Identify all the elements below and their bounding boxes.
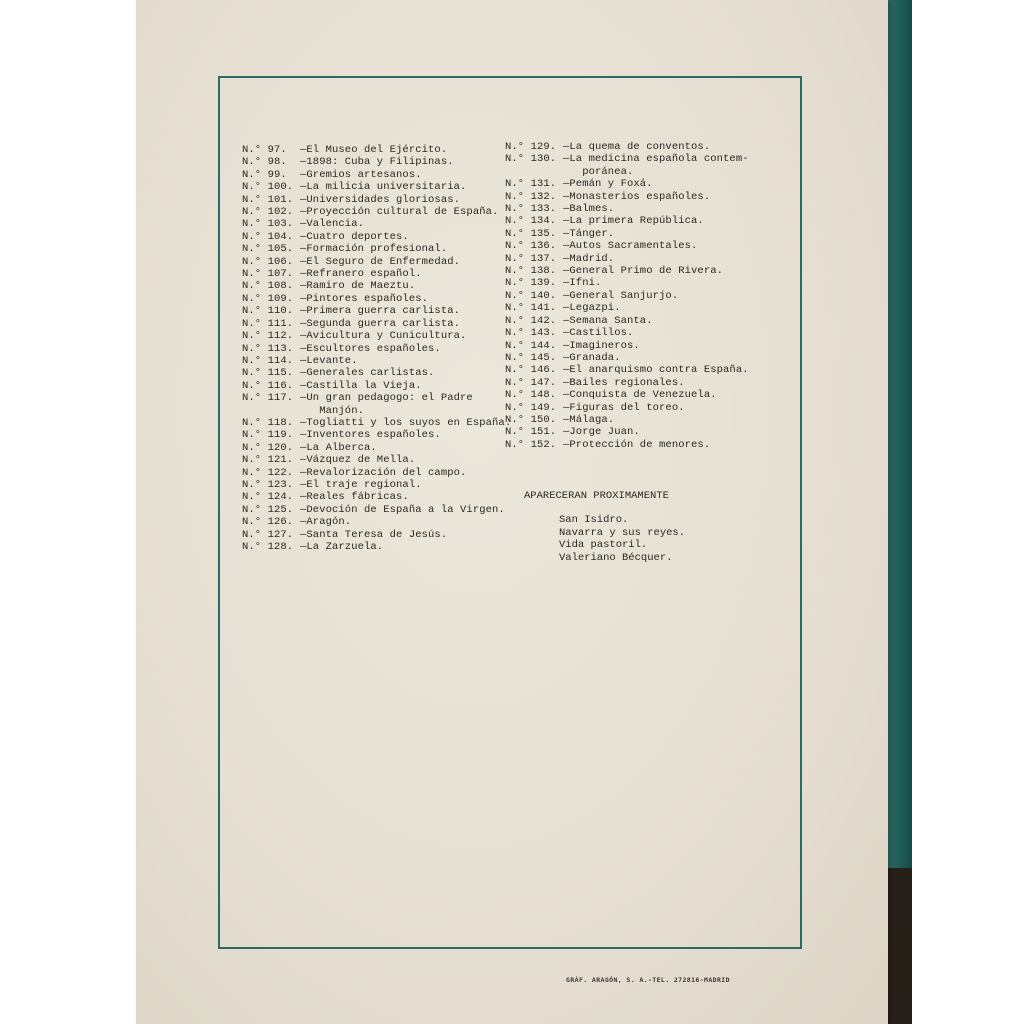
list-item [242,305,512,317]
issue-number: N.° 139. [505,277,557,290]
issue-number: N.° 151. [505,426,557,439]
issue-title: —Legazpi. [563,302,621,315]
list-item [505,439,790,451]
list-item [242,218,512,230]
issue-title: —Semana Santa. [563,314,653,327]
issue-title: —Madrid. [563,252,615,265]
list-item [505,352,790,364]
issue-number: N.° 108. [242,280,294,293]
issue-number: N.° 124. [242,491,294,504]
issue-number: N.° 99. [242,168,287,181]
issue-title: —Cuatro deportes. [300,230,409,243]
list-item [242,541,512,553]
list-item [505,315,790,327]
issue-number: N.° 127. [242,528,294,541]
issue-title: —Universidades gloriosas. [300,193,461,206]
list-item [505,215,790,227]
list-item [505,364,790,376]
printer-imprint: GRÁF. ARAGÓN, S. A.-TEL. 272816-MADRID [566,976,730,984]
list-item [505,178,790,190]
issue-number: N.° 152. [505,438,557,451]
list-item [505,141,790,153]
issue-number: N.° 129. [505,141,557,153]
list-item [242,491,512,503]
upcoming-item: Navarra y sus reyes. [559,526,686,539]
upcoming-item: San Isidro. [559,514,629,526]
issue-number: N.° 142. [505,314,557,327]
issue-number: N.° 123. [242,478,294,491]
issue-number: N.° 144. [505,339,557,352]
list-item [242,194,512,206]
list-item [505,290,790,302]
list-item [505,153,790,178]
issue-number: N.° 116. [242,379,294,392]
list-item [242,429,512,441]
issue-number: N.° 140. [505,289,557,302]
cover-edge-shadow [888,868,912,1024]
list-item [242,231,512,243]
list-item [242,454,512,466]
issue-title: —Vázquez de Mella. [300,454,416,467]
issue-number: N.° 131. [505,178,557,191]
issue-title: —La Alberca. [300,441,377,454]
issue-number: N.° 121. [242,454,294,467]
issue-title: —La primera República. [563,215,704,228]
issue-title: —Proyección cultural de España. [300,206,499,219]
issue-title: —La Zarzuela. [300,541,384,553]
issue-number: N.° 132. [505,190,557,203]
issue-title: —Tánger. [563,227,615,240]
issue-number: N.° 128. [242,541,294,553]
issue-title: —Togliatti y los suyos en España. [300,416,512,429]
list-item [505,302,790,314]
list-item [242,516,512,528]
issue-title: —Castillos. [563,327,634,340]
left-column-list [242,144,512,553]
issue-title: —Ramiro de Maeztu. [300,280,416,293]
list-item [242,243,512,255]
issue-title: —General Primo de Rivera. [563,265,724,278]
list-item [242,392,512,417]
issue-title: —Aragón. [300,516,352,529]
issue-title: —Balmes. [563,203,615,216]
issue-number: N.° 114. [242,354,294,367]
issue-title: —Imagineros. [563,339,640,352]
list-item [505,377,790,389]
issue-number: N.° 97. [242,144,287,156]
issue-number: N.° 138. [505,265,557,278]
list-item [505,228,790,240]
list-item [505,402,790,414]
list-item [242,467,512,479]
issue-number: N.° 103. [242,218,294,231]
list-item [242,529,512,541]
issue-number: N.° 117. [242,392,294,405]
list-item [242,343,512,355]
issue-title: —Inventores españoles. [300,429,441,442]
issue-number: N.° 130. [505,153,557,166]
issue-title: —General Sanjurjo. [563,289,679,302]
list-item [242,355,512,367]
list-item [505,240,790,252]
list-item [242,417,512,429]
upcoming-list [559,514,685,564]
issue-title: —Pintores españoles. [300,292,429,305]
issue-title: —Refranero español. [300,268,422,281]
issue-number: N.° 150. [505,413,557,426]
issue-number: N.° 143. [505,327,557,340]
issue-title: —Ifni. [563,277,602,290]
list-item [505,203,790,215]
issue-number: N.° 135. [505,227,557,240]
issue-number: N.° 115. [242,367,294,380]
list-item [505,426,790,438]
upcoming-item: Valeriano Bécquer. [559,551,673,564]
issue-title: —Conquista de Venezuela. [563,389,717,402]
issue-title: —Devoción de España a la Virgen. [300,503,505,516]
upcoming-heading: APARECERAN PROXIMAMENTE [524,490,669,502]
issue-title: —Monasterios españoles. [563,190,711,203]
issue-title: —Jorge Juan. [563,426,640,439]
issue-number: N.° 133. [505,203,557,216]
issue-title: —Formación profesional. [300,243,448,256]
issue-number: N.° 113. [242,342,294,355]
issue-number: N.° 104. [242,230,294,243]
list-item [505,191,790,203]
issue-title: —Levante. [300,354,358,367]
issue-title: —Figuras del toreo. [563,401,685,414]
list-item [242,367,512,379]
issue-title: —Protección de menores. [563,438,711,451]
issue-number: N.° 145. [505,351,557,364]
issue-title: —La quema de conventos. [563,141,711,153]
issue-title: —Santa Teresa de Jesús. [300,528,448,541]
issue-title: —Bailes regionales. [563,376,685,389]
issue-title: —El traje regional. [300,478,422,491]
issue-number: N.° 111. [242,317,294,330]
issue-title: —Málaga. [563,413,615,426]
list-item [242,280,512,292]
issue-title: —Gremios artesanos. [300,168,422,181]
issue-title: —Pemán y Foxá. [563,178,653,191]
issue-number: N.° 148. [505,389,557,402]
issue-title: —Generales carlistas. [300,367,435,380]
list-item [242,206,512,218]
list-item [242,330,512,342]
issue-title: —Autos Sacramentales. [563,240,698,253]
issue-title: —Primera guerra carlista. [300,305,461,318]
issue-number: N.° 122. [242,466,294,479]
issue-number: N.° 107. [242,268,294,281]
issue-number: N.° 141. [505,302,557,315]
issue-title: —Un gran pedagogo: el Padre Manjón. [300,392,473,417]
issue-number: N.° 146. [505,364,557,377]
issue-number: N.° 106. [242,255,294,268]
issue-number: N.° 125. [242,503,294,516]
issue-number: N.° 102. [242,206,294,219]
list-item [505,340,790,352]
issue-number: N.° 120. [242,441,294,454]
issue-title: —Reales fábricas. [300,491,409,504]
list-item [505,265,790,277]
list-item [242,442,512,454]
issue-number: N.° 126. [242,516,294,529]
list-item [242,156,512,168]
list-item [242,144,512,156]
issue-title: —Revalorización del campo. [300,466,467,479]
list-item [242,169,512,181]
list-item [242,293,512,305]
issue-number: N.° 118. [242,416,294,429]
upcoming-item: Vida pastoril. [559,539,648,552]
issue-title: —Segunda guerra carlista. [300,317,461,330]
issue-number: N.° 136. [505,240,557,253]
issue-number: N.° 110. [242,305,294,318]
issue-number: N.° 101. [242,193,294,206]
issue-title: —El Seguro de Enfermedad. [300,255,461,268]
issue-number: N.° 109. [242,292,294,305]
issue-title: —Granada. [563,351,621,364]
list-item [505,277,790,289]
list-item [505,327,790,339]
issue-title: —Escultores españoles. [300,342,441,355]
list-item [242,479,512,491]
list-item [242,504,512,516]
issue-title: —El anarquismo contra España. [563,364,749,377]
issue-number: N.° 112. [242,330,294,343]
issue-number: N.° 149. [505,401,557,414]
issue-title: —1898: Cuba y Filipinas. [300,156,454,169]
issue-title: —La milicia universitaria. [300,181,467,194]
issue-number: N.° 147. [505,376,557,389]
issue-number: N.° 119. [242,429,294,442]
issue-number: N.° 137. [505,252,557,265]
right-column-list [505,141,790,451]
issue-title: —El Museo del Ejército. [300,144,448,156]
list-item [505,389,790,401]
issue-number: N.° 100. [242,181,294,194]
issue-title: —La medicina española contem- poránea. [563,153,749,178]
list-item [242,268,512,280]
issue-title: —Valencia. [300,218,365,231]
list-item [505,414,790,426]
issue-title: —Castilla la Vieja. [300,379,422,392]
list-item [242,380,512,392]
list-item [242,318,512,330]
issue-number: N.° 105. [242,243,294,256]
issue-number: N.° 134. [505,215,557,228]
issue-title: —Avicultura y Cunicultura. [300,330,467,343]
list-item [242,256,512,268]
issue-number: N.° 98. [242,156,287,169]
list-item [505,253,790,265]
list-item [242,181,512,193]
